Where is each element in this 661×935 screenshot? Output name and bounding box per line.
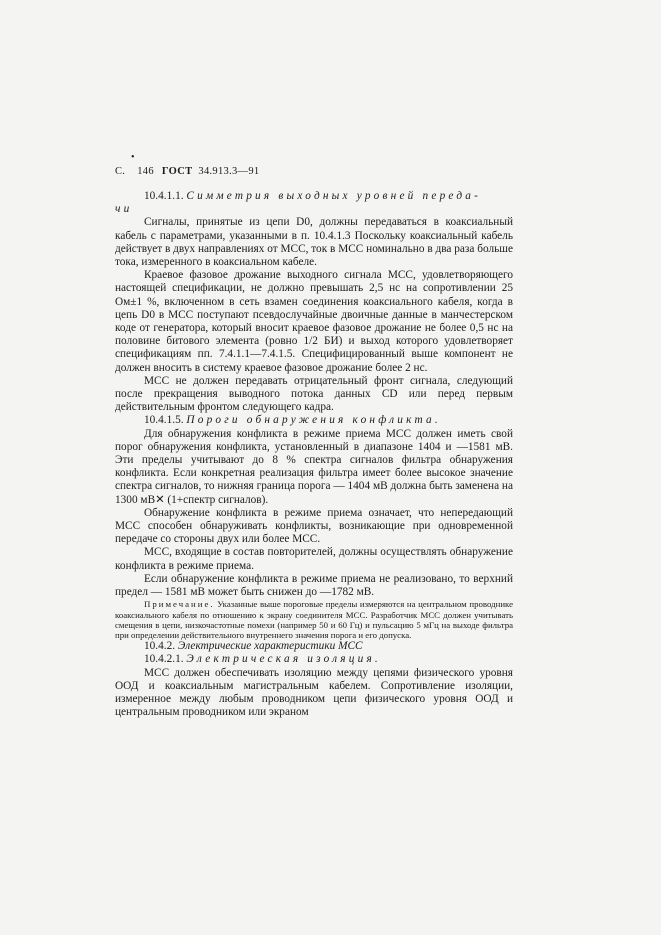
margin-mark: • (131, 152, 135, 163)
paragraph-6: МСС, входящие в состав повторителей, должны осуществлять обнаружение конфликта в режиме приема. (115, 546, 513, 572)
page-number: 146 (137, 166, 154, 177)
section-number: 10.4.2.1. (144, 653, 184, 666)
paragraph-4: Для обнаружения конфликта в режиме приема МСС должен иметь свой порог обнаружения конфликта, установленный в диапазоне 1404 и —1581 мВ. Эти пределы учитывают до 8 % спектра сигналов фильтра обнаружения конфликта. Если конкретная реализация фильтра имеет более высокое значение спектра сигналов, то нижняя граница порога — 1404 мВ должна быть заменена на 1300 мВ✕ (1+спектр сигналов). (115, 427, 513, 506)
heading-10-4-2 (115, 640, 513, 653)
heading-10-4-1-5 (115, 414, 513, 427)
gost-label: ГОСТ (161, 166, 193, 177)
paragraph-1: Сигналы, принятые из цепи D0, должны передаваться в коаксиальный кабель с параметрами, указанными в п. 10.4.1.3 Поскольку коаксиальный кабель действует в двух направлениях от МСС, ток в МСС номинально в два раза больше тока, измеренного в коаксиальном кабеле. (115, 216, 513, 269)
section-title: Электрические характеристики МСС (177, 640, 363, 653)
section-number: 10.4.1.5. (144, 414, 184, 427)
paragraph-7: Если обнаружение конфликта в режиме приема не реализовано, то верхний предел — 1581 мВ может быть снижен до —1782 мВ. (115, 572, 513, 599)
paragraph-5: Обнаружение конфликта в режиме приема означает, что непередающий МСС способен обнаруживать конфликты, возникающие при одновременной передаче со стороны двух или более МСС. (115, 506, 513, 546)
paragraph-8: МСС должен обеспечивать изоляцию между цепями физического уровня ООД и коаксиальным магистральным кабелем. Сопротивление изоляции, измеренное между любым проводником цепи физического уровня ООД и центральным проводником или экраном (115, 666, 513, 719)
heading-10-4-2-1 (115, 653, 513, 666)
paragraph-3: МСС не должен передавать отрицательный фронт сигнала, следующий после прекращения выводного потока данных CD или перед первым действительным фронтом следующего кадра. (115, 374, 513, 414)
section-title: Пороги обнаружения конфликта. (186, 414, 441, 427)
page-header (115, 166, 259, 177)
section-title-cont: чи (115, 203, 133, 216)
body-text (115, 190, 513, 719)
standard-number: 34.913.3—91 (198, 166, 260, 177)
section-number: 10.4.1.1. (144, 190, 184, 202)
section-title: Электрическая изоляция. (186, 653, 381, 666)
note (115, 599, 513, 640)
note-text: Указанные выше пороговые пределы измеряются на центральном проводнике коаксиального кабеля по отношению к экрану соединителя МСС. Разработчик МСС должен учитывать смещения в цепи, низкочастотные помехи (например 50 и 60 Гц) и пульсацию 5 мГц на выходе фильтра при определении действительного внутреннего значения порога и его допуска. (115, 599, 513, 640)
page-letter: С. (115, 166, 126, 177)
paragraph-2: Краевое фазовое дрожание выходного сигнала МСС, удовлетворяющего настоящей спецификации, не должно превышать 2,5 нс на сопротивлении 25 Ом±1 %, включенном в сеть взамен соединения коаксиального кабеля, когда в цепь D0 в МСС поступают псевдослучайные двоичные данные в манчестерском коде от генератора, который вносит краевое фазовое дрожание не более 0,5 нс на половине битового элемента (ровно 1/2 БИ) и выход которого удовлетворяет спецификациям пп. 7.4.1.1—7.4.1.5. Специфицированный выше компонент не должен вносить в систему краевое фазовое дрожание более 2 нс. (115, 269, 513, 374)
heading-10-4-1-1-cont (115, 203, 513, 216)
section-title: Симметрия выходных уровней переда- (186, 190, 482, 202)
heading-10-4-1-1 (115, 190, 513, 203)
note-label: Примечание. (144, 599, 215, 610)
section-number: 10.4.2. (144, 640, 176, 653)
